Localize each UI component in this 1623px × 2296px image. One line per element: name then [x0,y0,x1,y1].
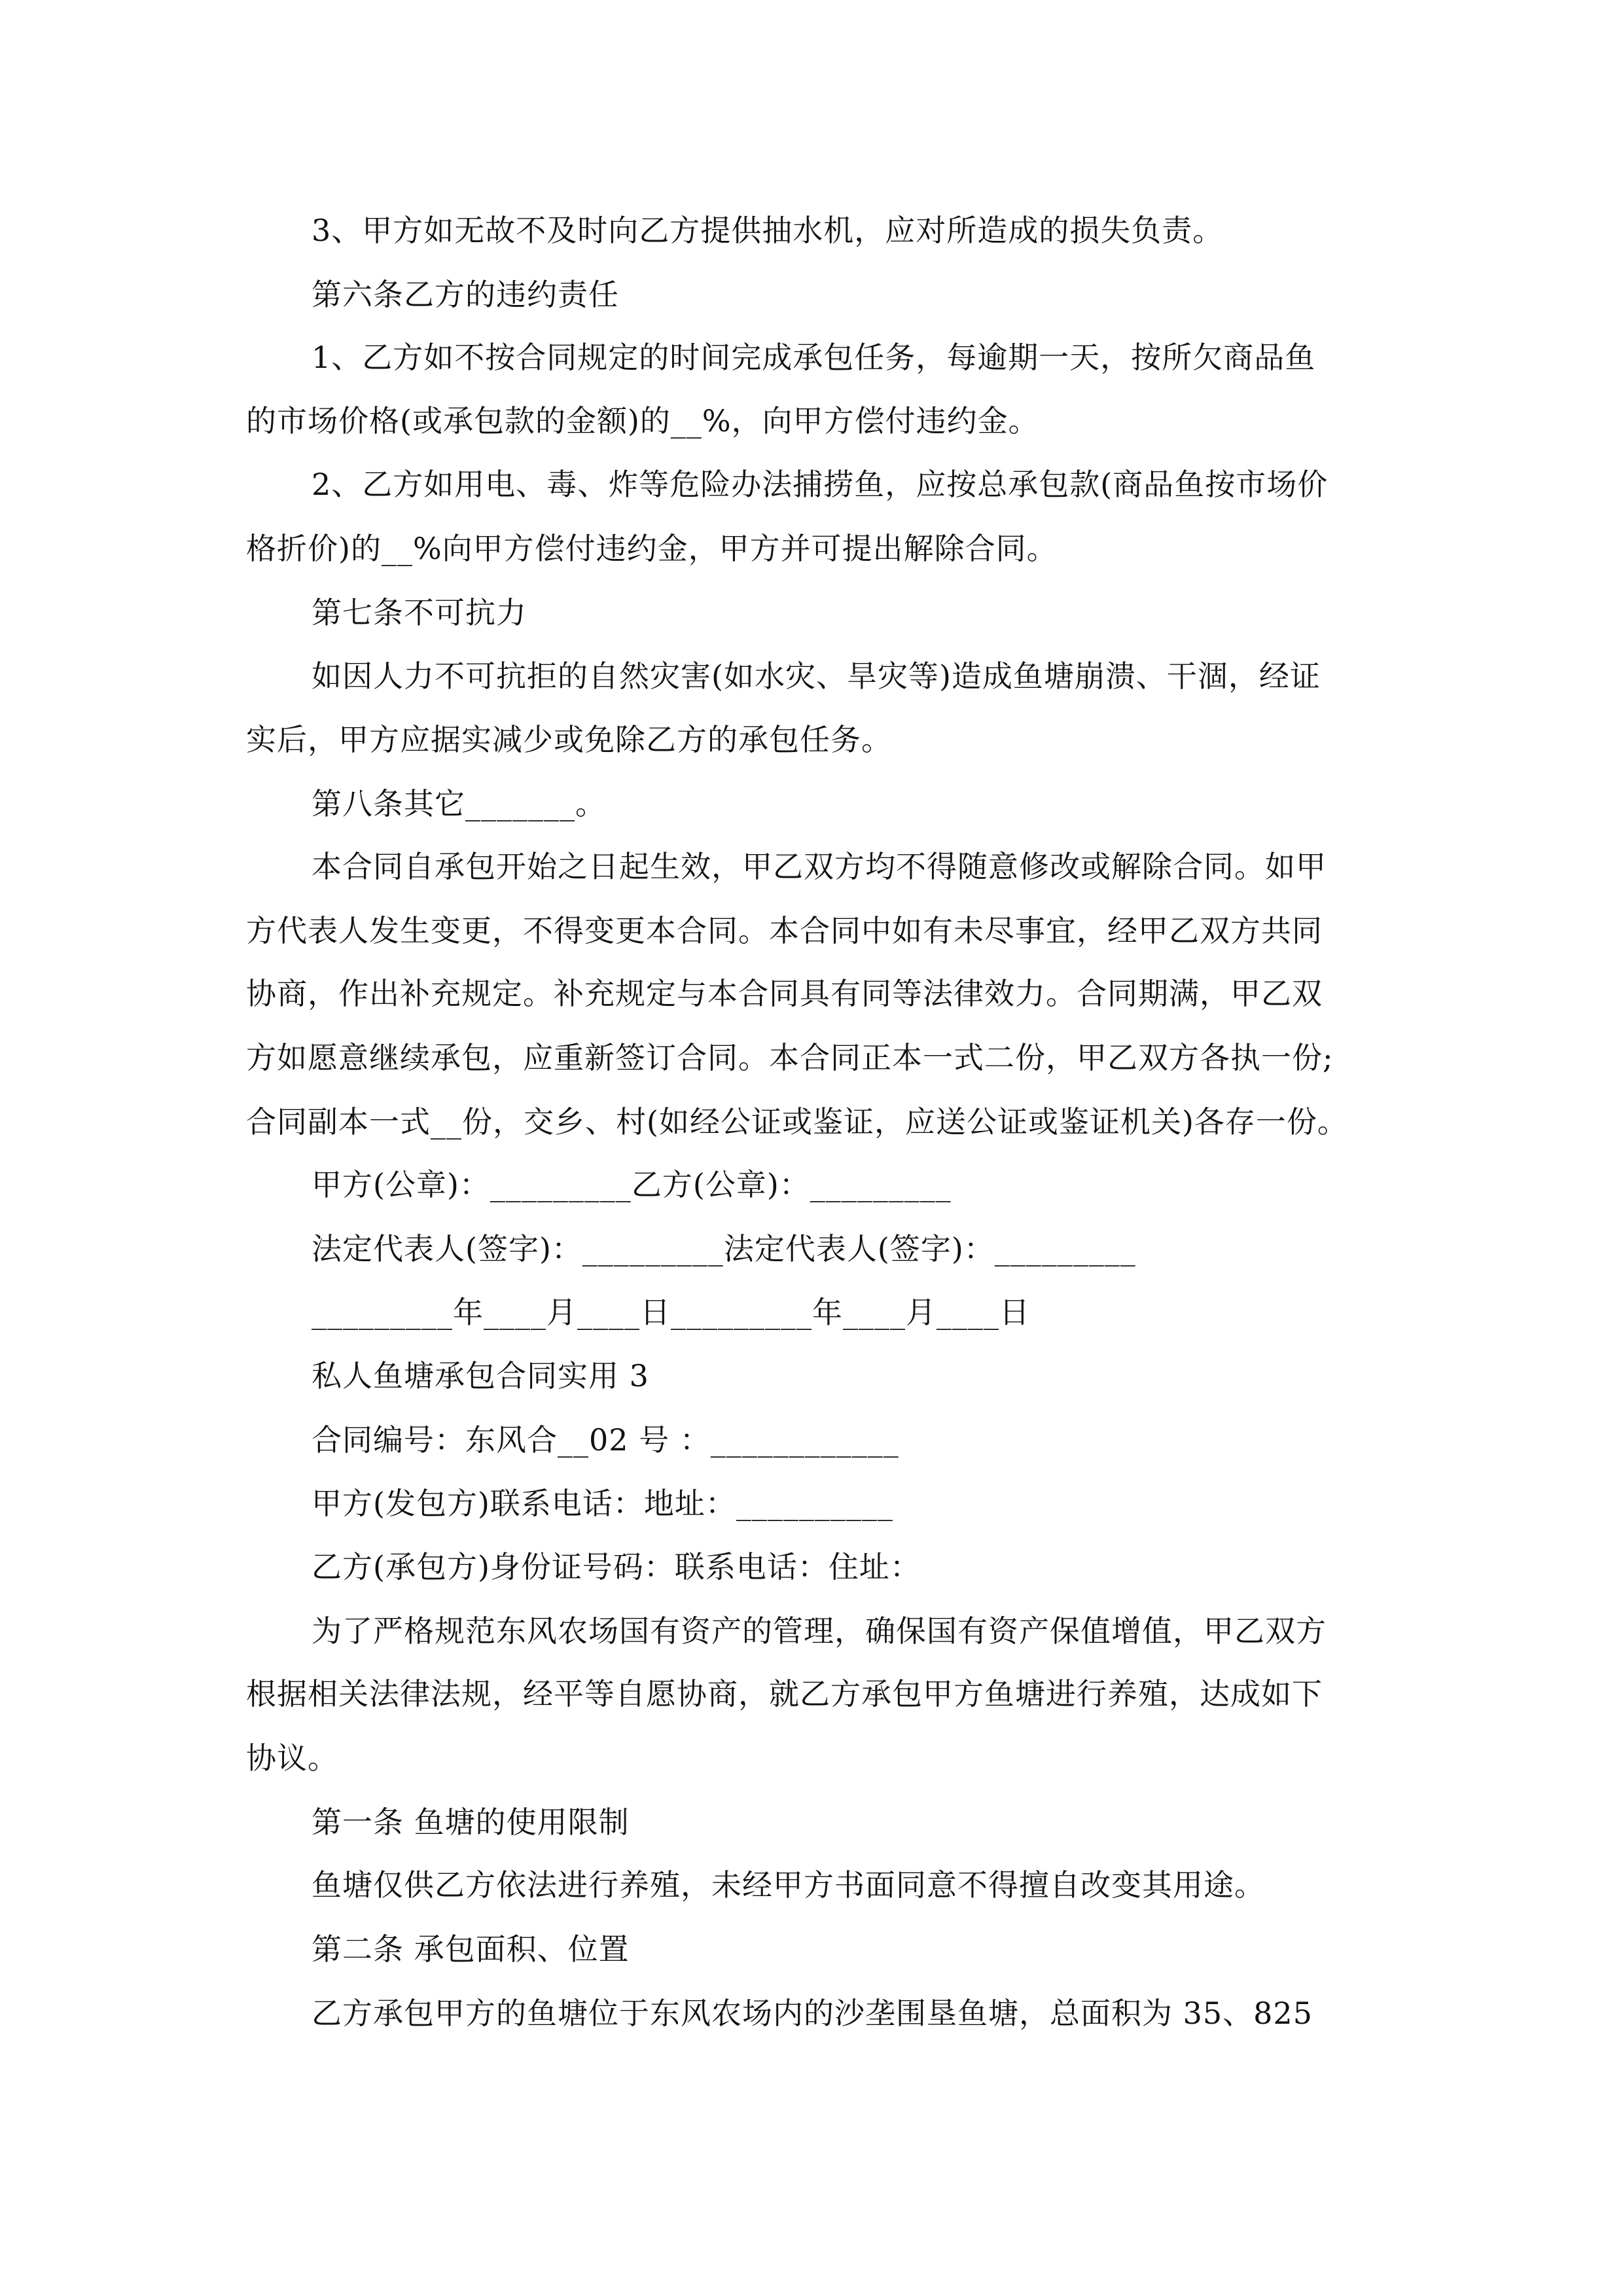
text-line: 协议。 [246,1740,338,1776]
signature-line: 甲方(公章)：_________乙方(公章)：_________ [312,1167,952,1202]
text-line: 1、乙方如不按合同规定的时间完成承包任务，每逾期一天，按所欠商品鱼 [312,340,1316,375]
section-heading: 第二条 承包面积、位置 [312,1931,630,1967]
text-line: 为了严格规范东风农场国有资产的管理，确保国有资产保值增值，甲乙双方 [312,1613,1327,1649]
date-line: _________年____月____日_________年____月____日 [312,1295,1030,1330]
section-heading: 第一条 鱼塘的使用限制 [312,1804,630,1840]
text-line: 2、乙方如用电、毒、炸等危险办法捕捞鱼，应按总承包款(商品鱼按市场价 [312,467,1329,502]
text-line: 鱼塘仅供乙方依法进行养殖，未经甲方书面同意不得擅自改变其用途。 [312,1867,1265,1903]
text-line: 乙方承包甲方的鱼塘位于东风农场内的沙垄围垦鱼塘，总面积为 35、825 [312,1996,1313,2031]
text-line: 的市场价格(或承包款的金额)的__%，向甲方偿付违约金。 [246,403,1039,439]
text-line: 合同副本一式__份，交乡、村(如经公证或鉴证，应送公证或鉴证机关)各存一份。 [246,1104,1348,1139]
text-line: 协商，作出补充规定。补充规定与本合同具有同等法律效力。合同期满，甲乙双 [246,976,1323,1011]
section-heading: 第七条不可抗力 [312,595,527,630]
text-line: 实后，甲方应据实减少或免除乙方的承包任务。 [246,722,892,757]
party-a-line: 甲方(发包方)联系电话：地址：__________ [312,1486,893,1521]
text-line: 如因人力不可抗拒的自然灾害(如水灾、旱灾等)造成鱼塘崩溃、干涸，经证 [312,658,1321,694]
party-b-line: 乙方(承包方)身份证号码：联系电话：住址： [312,1549,921,1585]
contract-number-line: 合同编号：东风合__02 号 ：____________ [312,1422,899,1458]
signature-line: 法定代表人(签字)：_________法定代表人(签字)：_________ [312,1231,1136,1266]
text-line: 根据相关法律法规，经平等自愿协商，就乙方承包甲方鱼塘进行养殖，达成如下 [246,1676,1323,1712]
section-heading: 第八条其它_______。 [312,786,606,821]
text-line: 方代表人发生变更，不得变更本合同。本合同中如有未尽事宜，经甲乙双方共同 [246,913,1323,948]
text-line: 方如愿意继续承包，应重新签订合同。本合同正本一式二份，甲乙双方各执一份; [246,1040,1334,1075]
text-line: 格折价)的__%向甲方偿付违约金，甲方并可提出解除合同。 [246,531,1058,566]
document-title: 私人鱼塘承包合同实用 3 [312,1358,649,1393]
section-heading: 第六条乙方的违约责任 [312,277,619,312]
text-line: 3、甲方如无故不及时向乙方提供抽水机，应对所造成的损失负责。 [312,213,1224,248]
text-line: 本合同自承包开始之日起生效，甲乙双方均不得随意修改或解除合同。如甲 [312,849,1327,884]
